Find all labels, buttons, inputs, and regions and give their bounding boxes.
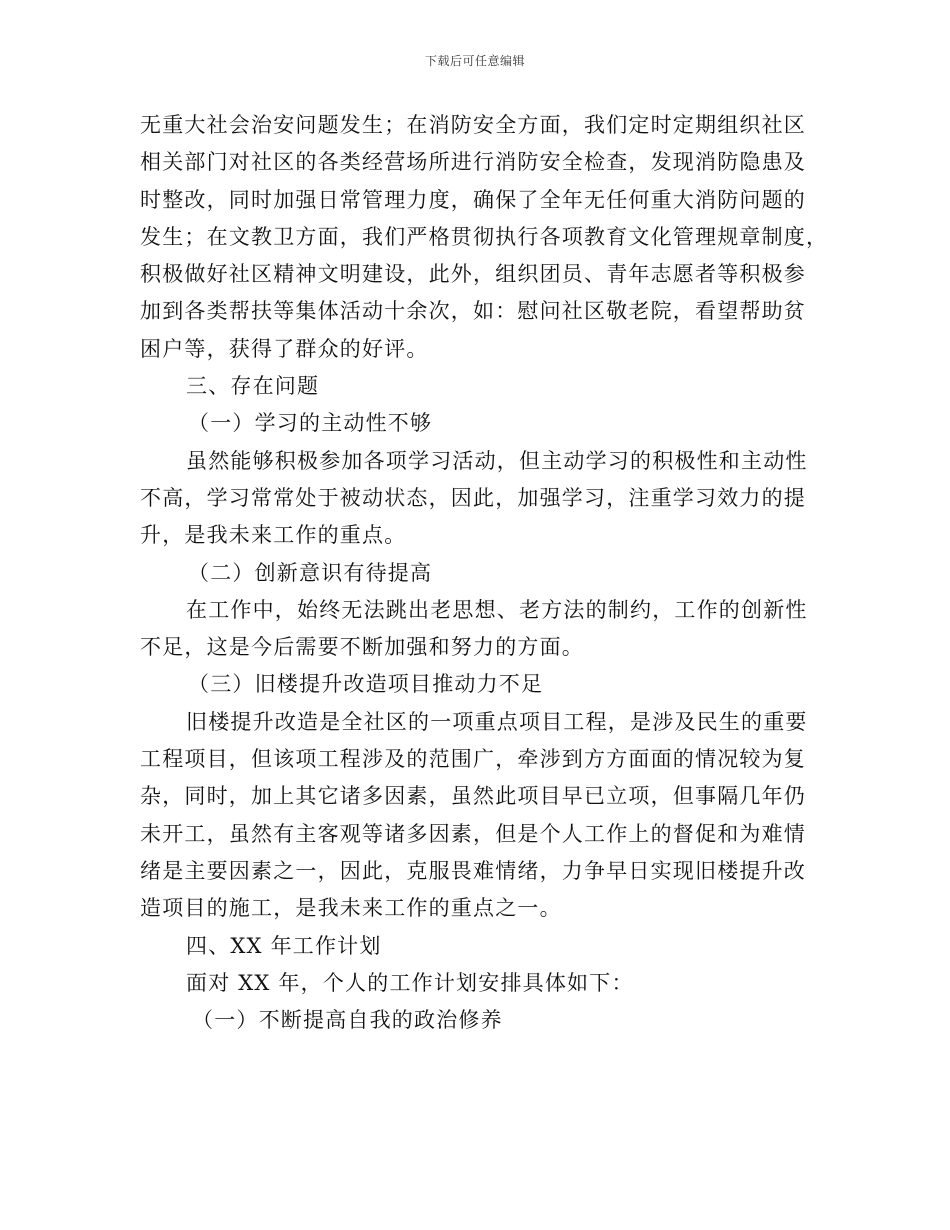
document-body (140, 107, 829, 1039)
paragraph-line: 无重大社会治安问题发生；在消防安全方面，我们定时定期组织社区 (140, 113, 806, 137)
paragraph-line: 在工作中，始终无法跳出老思想、老方法的制约，工作的创新性 (186, 597, 808, 622)
paragraph-line: 未开工，虽然有主客观等诸多因素，但是个人工作上的督促和为难情 (140, 821, 806, 846)
paragraph-line: 困户等，获得了群众的好评。 (140, 336, 429, 361)
subsection-heading: （二）创新意识有待提高 (188, 560, 433, 585)
subsection-heading: （三）旧楼提升改造项目推动力不足 (188, 672, 544, 697)
paragraph-line: 积极做好社区精神文明建设，此外，组织团员、青年志愿者等积极参 (140, 262, 806, 287)
subsection-heading: （一）不断提高自我的政治修养 (192, 1008, 503, 1033)
paragraph-line: 工程项目，但该项工程涉及的范围广，牵涉到方方面面的情况较为复 (140, 747, 806, 772)
section-heading: 四、XX 年工作计划 (186, 933, 382, 958)
paragraph-line: 发生；在文教卫方面，我们严格贯彻执行各项教育文化管理规章制度， (140, 224, 829, 249)
paragraph-line: 不足，这是今后需要不断加强和努力的方面。 (140, 635, 584, 660)
paragraph-line: 升，是我未来工作的重点。 (140, 523, 407, 548)
paragraph-line: 加到各类帮扶等集体活动十余次，如：慰问社区敬老院，看望帮助贫 (140, 299, 806, 324)
paragraph-line: 相关部门对社区的各类经营场所进行消防安全检查，发现消防隐患及 (140, 150, 806, 175)
subsection-heading: （一）学习的主动性不够 (188, 411, 433, 436)
page-header: 下载后可任意编辑 (424, 54, 525, 68)
paragraph-line: 绪是主要因素之一，因此，克服畏难情绪，力争早日实现旧楼提升改 (140, 858, 806, 883)
section-heading: 三、存在问题 (186, 374, 320, 399)
paragraph-line: 旧楼提升改造是全社区的一项重点项目工程，是涉及民生的重要 (186, 709, 808, 734)
paragraph-line: 杂，同时，加上其它诸多因素，虽然此项目早已立项，但事隔几年仍 (140, 784, 806, 809)
paragraph-line: 不高，学习常常处于被动状态，因此，加强学习，注重学习效力的提 (140, 485, 806, 510)
paragraph-line: 虽然能够积极参加各项学习活动，但主动学习的积极性和主动性 (186, 448, 808, 473)
paragraph-line: 面对 XX 年，个人的工作计划安排具体如下： (186, 970, 634, 995)
paragraph-line: 时整改，同时加强日常管理力度，确保了全年无任何重大消防问题的 (140, 187, 806, 212)
paragraph-line: 造项目的施工，是我未来工作的重点之一。 (140, 896, 562, 921)
